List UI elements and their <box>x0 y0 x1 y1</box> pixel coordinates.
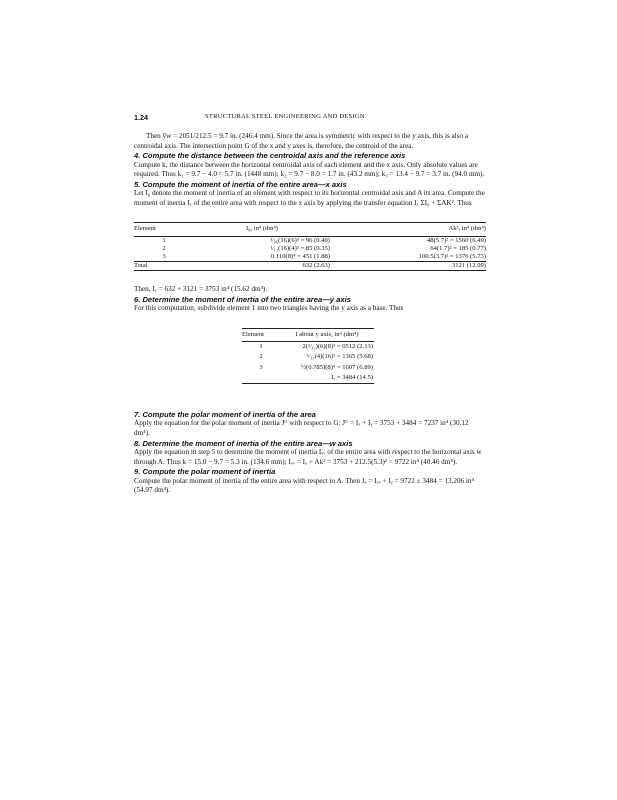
table1-total-ak2: 3121 (12.99) <box>334 262 486 271</box>
step-5-heading: 5. Compute the moment of inertia of the entire area—x axis <box>134 179 347 189</box>
table1-total-label: Total <box>134 262 194 271</box>
table1-cell-element: 3 <box>162 252 166 260</box>
table2-cell-element: 3 <box>259 363 263 371</box>
step-9-text: Compute the polar moment of inertia of the entire area with respect to A. Then Jₐ = Iᵥᵥ + Iᵧ = 9722 ± 3484 = 13,206 in⁴ (54.97 dm⁴). <box>134 476 475 495</box>
table1-header-element: Element <box>134 223 194 236</box>
table1-header-i0: I₀, in⁴ (dm⁴) <box>194 223 334 236</box>
table2-cell-value: 2(¹⁄₁₂)(6)(8)³ = 0512 (2.13) <box>302 343 373 351</box>
step-5-text: Let I₀ denote the moment of inertia of an element with respect to its horizontal centroidal axis and A its area. Compute the moment of inertia Iₓ of the entire area with respect to the x axis by applying the transfer equation Iₓ ΣI₀ + ΣAK². Thus <box>134 189 485 207</box>
table1-cell-ak2: 100.5(3.7)² = 1376 (5.73) <box>418 252 486 260</box>
table2-cell-value: ½(0.785)(8)⁴ = 1607 (6.89) <box>301 363 373 371</box>
x-axis-inertia-table <box>134 222 486 271</box>
table2-cell-element: 2 <box>259 353 263 361</box>
ix-result-text: Then, Iₓ = 632 + 3121 = 3753 in⁴ (15.62 dm⁴). <box>134 285 268 294</box>
step-7-text: Apply the equation for the polar moment of inertia Jᴳ with respect to G: Jᴳ = Iₓ + Iᵧ = 3753 + 3484 = 7237 in⁴ (30.12 dm⁴). <box>134 419 469 437</box>
table1-cell-element: 2 <box>162 244 166 252</box>
table2-header-value: I about y axis, in⁴ (dm⁴) <box>280 328 374 341</box>
y-axis-inertia-table <box>242 328 374 384</box>
page-body <box>134 132 486 496</box>
table2-cell-value: ¹⁄₁₂(4)(16)³ = 1365 (5.68) <box>306 353 373 361</box>
step-6-text: For this computation, subdivide element 1 into two triangles having the y axis as a base. Thus <box>134 304 404 313</box>
table1-cell-ak2: 64(1.7)² = 185 (0.77) <box>430 244 486 252</box>
table1-cell-element: 1 <box>162 236 166 244</box>
table2-cell-element: 1 <box>259 343 263 351</box>
table2-header-element: Element <box>242 328 280 341</box>
paragraph-centroid: Then y̅w = 2051/212.5 = 9.7 in. (246.4 mm). Since the area is symmetric with respect to the y axis, this is also a centroidal axis. The intersection point G of the x and y axes is, therefore, the centroid of the area. <box>134 132 469 150</box>
table-row <box>242 363 374 373</box>
table1-cell-i0: ¹⁄₁₂(16)(4)³ = 85 (0.35) <box>270 244 330 252</box>
step-8-text: Apply the equation in step 5 to determine the moment of inertia Iᵥᵥ of the entire area with respect to the horizontal axis w through A. Thus k = 15.0 − 9.7 = 5.3 in. (134.6 mm); Iᵥᵥ = Iₓ + Ak² = 3753 + 212.5(5.3)² = 9722 in⁴ (40.46 dm⁴). <box>134 448 482 466</box>
running-title: STRUCTURAL STEEL ENGINEERING AND DESIGN <box>205 113 365 120</box>
table1-header-ak2: Ak², in⁴ (dm⁴) <box>334 223 486 236</box>
running-header <box>134 113 484 122</box>
table-row <box>242 352 374 362</box>
step-4-heading: 4. Compute the distance between the centroidal axis and the reference axis <box>134 151 406 161</box>
table1-cell-ak2: 48(5.7)² = 1560 (6.49) <box>427 236 486 244</box>
step-6-heading: 6. Determine the moment of inertia of the entire area—y axis <box>134 294 351 304</box>
table-row <box>134 245 486 253</box>
table-row <box>134 253 486 262</box>
step-4-text: Compute k, the distance between the horizontal centroidal axis of each element and the x axis. Only absolute values are required. Thus k₁ = 9.7 − 4.0 = 5.7 in. (1448 mm); k₂ = 9.7 − 8.0 = 1.7 in. (43.2 mm); k₃ = 13.4 − 9.7 = 3.7 in. (94.0 mm). <box>134 160 485 179</box>
page-number: 1.24 <box>134 113 148 122</box>
step-7-heading: 7. Compute the polar moment of inertia of the area <box>134 410 316 419</box>
step-9-heading: 9. Compute the polar moment of inertia <box>134 467 276 477</box>
table2-total: Iᵧ = 3484 (14.5) <box>331 373 373 381</box>
table-total-row <box>134 262 486 271</box>
table-total-row <box>242 373 374 384</box>
table1-total-i0: 632 (2.63) <box>194 262 334 271</box>
table-row <box>134 236 486 245</box>
step-8-heading: 8. Determine the moment of inertia of the entire area—w axis <box>134 438 353 448</box>
table-row <box>242 342 374 353</box>
table1-cell-i0: ¹⁄₃₆(16)(6)³ = 96 (0.40) <box>270 236 330 244</box>
table1-cell-i0: 0.110(8)⁴ = 451 (1.88) <box>270 252 330 260</box>
